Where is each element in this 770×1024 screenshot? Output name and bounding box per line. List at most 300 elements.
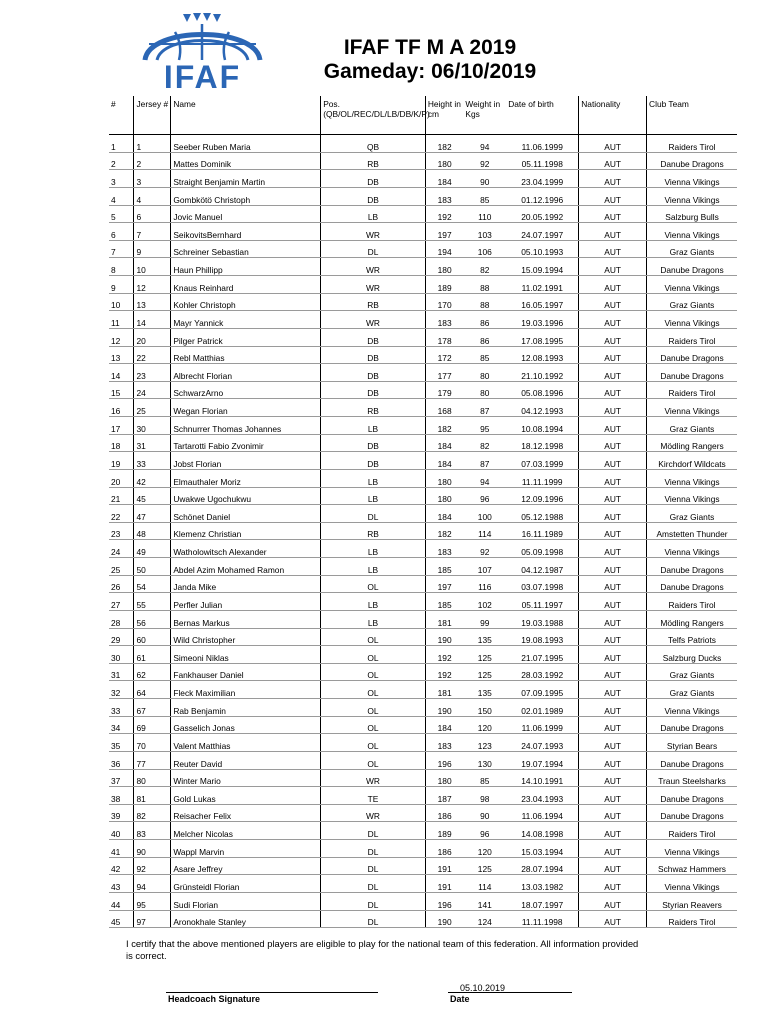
player-name: Simeoni Niklas: [171, 646, 321, 664]
height: 190: [425, 699, 463, 717]
club-team: Graz Giants: [647, 681, 737, 699]
weight: 85: [463, 187, 506, 205]
height: 190: [425, 628, 463, 646]
club-team: Vienna Vikings: [647, 276, 737, 294]
row-index: 37: [109, 769, 134, 787]
position: DB: [321, 187, 426, 205]
player-name: Haun Phillipp: [171, 258, 321, 276]
player-name: SeikovitsBernhard: [171, 223, 321, 241]
club-team: Vienna Vikings: [647, 487, 737, 505]
height: 182: [425, 417, 463, 435]
date-of-birth: 19.03.1988: [506, 610, 579, 628]
row-index: 24: [109, 540, 134, 558]
weight: 141: [463, 892, 506, 910]
weight: 87: [463, 452, 506, 470]
position: OL: [321, 663, 426, 681]
player-name: Asare Jeffrey: [171, 857, 321, 875]
row-index: 12: [109, 328, 134, 346]
table-row: [109, 469, 737, 487]
logo-text: IFAF: [163, 59, 242, 92]
row-index: 36: [109, 751, 134, 769]
position: RB: [321, 399, 426, 417]
position: OL: [321, 646, 426, 664]
row-index: 42: [109, 857, 134, 875]
club-team: Graz Giants: [647, 663, 737, 681]
nationality: AUT: [579, 135, 647, 153]
height: 192: [425, 205, 463, 223]
weight: 88: [463, 276, 506, 294]
nationality: AUT: [579, 452, 647, 470]
player-name: Schreiner Sebastian: [171, 240, 321, 258]
weight: 114: [463, 522, 506, 540]
table-row: [109, 575, 737, 593]
jersey-number: 82: [134, 804, 171, 822]
player-name: Aronokhale Stanley: [171, 910, 321, 928]
col-header-position: Pos. (QB/OL/REC/DL/LB/DB/K/P): [321, 96, 426, 135]
position: RB: [321, 152, 426, 170]
date-of-birth: 16.11.1989: [506, 522, 579, 540]
jersey-number: 80: [134, 769, 171, 787]
height: 177: [425, 364, 463, 382]
row-index: 11: [109, 311, 134, 329]
club-team: Raiders Tirol: [647, 910, 737, 928]
player-name: Rab Benjamin: [171, 699, 321, 717]
club-team: Danube Dragons: [647, 558, 737, 576]
position: LB: [321, 593, 426, 611]
club-team: Raiders Tirol: [647, 135, 737, 153]
club-team: Vienna Vikings: [647, 699, 737, 717]
nationality: AUT: [579, 822, 647, 840]
jersey-number: 62: [134, 663, 171, 681]
club-team: Danube Dragons: [647, 364, 737, 382]
jersey-number: 12: [134, 276, 171, 294]
table-row: [109, 240, 737, 258]
date-of-birth: 18.07.1997: [506, 892, 579, 910]
jersey-number: 97: [134, 910, 171, 928]
jersey-number: 2: [134, 152, 171, 170]
date-of-birth: 14.10.1991: [506, 769, 579, 787]
nationality: AUT: [579, 170, 647, 188]
position: DB: [321, 170, 426, 188]
height: 183: [425, 734, 463, 752]
position: WR: [321, 276, 426, 294]
date-of-birth: 21.07.1995: [506, 646, 579, 664]
weight: 125: [463, 663, 506, 681]
nationality: AUT: [579, 593, 647, 611]
table-row: [109, 311, 737, 329]
date-of-birth: 11.11.1998: [506, 910, 579, 928]
club-team: Vienna Vikings: [647, 170, 737, 188]
height: 172: [425, 346, 463, 364]
position: DL: [321, 505, 426, 523]
row-index: 32: [109, 681, 134, 699]
player-name: Seeber Ruben Maria: [171, 135, 321, 153]
club-team: Danube Dragons: [647, 804, 737, 822]
table-row: [109, 558, 737, 576]
player-name: Fankhauser Daniel: [171, 663, 321, 681]
club-team: Graz Giants: [647, 417, 737, 435]
jersey-number: 23: [134, 364, 171, 382]
col-header-club: Club Team: [647, 96, 737, 135]
position: TE: [321, 787, 426, 805]
height: 182: [425, 135, 463, 153]
table-row: [109, 152, 737, 170]
table-row: [109, 822, 737, 840]
player-name: Perfler Julian: [171, 593, 321, 611]
jersey-number: 10: [134, 258, 171, 276]
row-index: 30: [109, 646, 134, 664]
table-row: [109, 769, 737, 787]
player-name: Wild Christopher: [171, 628, 321, 646]
date-label: Date: [450, 994, 470, 1004]
position: DB: [321, 381, 426, 399]
col-header-weight: Weight in Kgs: [463, 96, 506, 135]
table-row: [109, 276, 737, 294]
table-row: [109, 364, 737, 382]
row-index: 17: [109, 417, 134, 435]
club-team: Raiders Tirol: [647, 328, 737, 346]
height: 179: [425, 381, 463, 399]
table-row: [109, 399, 737, 417]
nationality: AUT: [579, 346, 647, 364]
nationality: AUT: [579, 205, 647, 223]
player-name: Kohler Christoph: [171, 293, 321, 311]
table-row: [109, 681, 737, 699]
row-index: 23: [109, 522, 134, 540]
table-row: [109, 346, 737, 364]
date-of-birth: 04.12.1993: [506, 399, 579, 417]
player-name: Albrecht Florian: [171, 364, 321, 382]
height: 191: [425, 857, 463, 875]
club-team: Danube Dragons: [647, 751, 737, 769]
club-team: Graz Giants: [647, 240, 737, 258]
jersey-number: 33: [134, 452, 171, 470]
nationality: AUT: [579, 875, 647, 893]
weight: 98: [463, 787, 506, 805]
position: DL: [321, 840, 426, 858]
table-row: [109, 187, 737, 205]
row-index: 29: [109, 628, 134, 646]
table-row: [109, 223, 737, 241]
row-index: 13: [109, 346, 134, 364]
height: 182: [425, 522, 463, 540]
nationality: AUT: [579, 223, 647, 241]
position: DB: [321, 364, 426, 382]
position: LB: [321, 487, 426, 505]
club-team: Mödling Rangers: [647, 610, 737, 628]
weight: 124: [463, 910, 506, 928]
height: 178: [425, 328, 463, 346]
roster-table: [109, 96, 737, 928]
nationality: AUT: [579, 575, 647, 593]
date-of-birth: 04.12.1987: [506, 558, 579, 576]
nationality: AUT: [579, 152, 647, 170]
weight: 90: [463, 170, 506, 188]
row-index: 33: [109, 699, 134, 717]
date-of-birth: 28.03.1992: [506, 663, 579, 681]
col-header-dob: Date of birth: [506, 96, 579, 135]
row-index: 28: [109, 610, 134, 628]
player-name: Gasselich Jonas: [171, 716, 321, 734]
ifaf-logo: [135, 12, 270, 92]
position: WR: [321, 311, 426, 329]
height: 183: [425, 311, 463, 329]
table-row: [109, 417, 737, 435]
club-team: Styrian Reavers: [647, 892, 737, 910]
date-of-birth: 19.07.1994: [506, 751, 579, 769]
club-team: Graz Giants: [647, 293, 737, 311]
club-team: Raiders Tirol: [647, 381, 737, 399]
height: 187: [425, 787, 463, 805]
height: 191: [425, 875, 463, 893]
position: LB: [321, 540, 426, 558]
date-of-birth: 11.11.1999: [506, 469, 579, 487]
signature-label: Headcoach Signature: [168, 994, 261, 1004]
jersey-number: 67: [134, 699, 171, 717]
position: OL: [321, 751, 426, 769]
nationality: AUT: [579, 628, 647, 646]
jersey-number: 90: [134, 840, 171, 858]
club-team: Danube Dragons: [647, 258, 737, 276]
height: 184: [425, 170, 463, 188]
row-index: 34: [109, 716, 134, 734]
row-index: 20: [109, 469, 134, 487]
page-header: [290, 36, 570, 84]
player-name: Jobst Florian: [171, 452, 321, 470]
row-index: 4: [109, 187, 134, 205]
row-index: 1: [109, 135, 134, 153]
table-row: [109, 328, 737, 346]
row-index: 27: [109, 593, 134, 611]
club-team: Schwaz Hammers: [647, 857, 737, 875]
player-name: Knaus Reinhard: [171, 276, 321, 294]
club-team: Vienna Vikings: [647, 399, 737, 417]
jersey-number: 70: [134, 734, 171, 752]
table-row: [109, 205, 737, 223]
weight: 87: [463, 399, 506, 417]
nationality: AUT: [579, 276, 647, 294]
club-team: Danube Dragons: [647, 787, 737, 805]
gameday-title: Gameday: 06/10/2019: [323, 60, 537, 83]
row-index: 39: [109, 804, 134, 822]
row-index: 5: [109, 205, 134, 223]
weight: 110: [463, 205, 506, 223]
jersey-number: 81: [134, 787, 171, 805]
nationality: AUT: [579, 469, 647, 487]
height: 170: [425, 293, 463, 311]
row-index: 6: [109, 223, 134, 241]
position: WR: [321, 258, 426, 276]
player-name: Mayr Yannick: [171, 311, 321, 329]
player-name: Tartarotti Fabio Zvonimir: [171, 434, 321, 452]
height: 180: [425, 152, 463, 170]
player-name: Grünsteidl Florian: [171, 875, 321, 893]
club-team: Salzburg Bulls: [647, 205, 737, 223]
date-of-birth: 07.09.1995: [506, 681, 579, 699]
club-team: Vienna Vikings: [647, 540, 737, 558]
nationality: AUT: [579, 522, 647, 540]
date-of-birth: 14.08.1998: [506, 822, 579, 840]
table-row: [109, 135, 737, 153]
player-name: Winter Mario: [171, 769, 321, 787]
date-of-birth: 03.07.1998: [506, 575, 579, 593]
jersey-number: 31: [134, 434, 171, 452]
club-team: Vienna Vikings: [647, 311, 737, 329]
date-of-birth: 28.07.1994: [506, 857, 579, 875]
date-of-birth: 12.08.1993: [506, 346, 579, 364]
height: 183: [425, 187, 463, 205]
height: 192: [425, 646, 463, 664]
date-of-birth: 07.03.1999: [506, 452, 579, 470]
club-team: Danube Dragons: [647, 716, 737, 734]
row-index: 41: [109, 840, 134, 858]
nationality: AUT: [579, 240, 647, 258]
row-index: 18: [109, 434, 134, 452]
club-team: Mödling Rangers: [647, 434, 737, 452]
jersey-number: 69: [134, 716, 171, 734]
nationality: AUT: [579, 399, 647, 417]
player-name: Wappl Marvin: [171, 840, 321, 858]
row-index: 16: [109, 399, 134, 417]
jersey-number: 7: [134, 223, 171, 241]
position: RB: [321, 293, 426, 311]
nationality: AUT: [579, 787, 647, 805]
height: 190: [425, 910, 463, 928]
table-row: [109, 381, 737, 399]
height: 189: [425, 276, 463, 294]
weight: 82: [463, 434, 506, 452]
table-header-row: [109, 96, 737, 135]
date-of-birth: 19.08.1993: [506, 628, 579, 646]
jersey-number: 3: [134, 170, 171, 188]
date-of-birth: 23.04.1993: [506, 787, 579, 805]
club-team: Vienna Vikings: [647, 469, 737, 487]
nationality: AUT: [579, 540, 647, 558]
position: OL: [321, 628, 426, 646]
col-header-index: #: [109, 96, 134, 135]
jersey-number: 1: [134, 135, 171, 153]
weight: 96: [463, 487, 506, 505]
position: LB: [321, 205, 426, 223]
date-value: 05.10.2019: [460, 983, 506, 993]
date-of-birth: 21.10.1992: [506, 364, 579, 382]
height: 185: [425, 558, 463, 576]
player-name: Jovic Manuel: [171, 205, 321, 223]
date-of-birth: 05.10.1993: [506, 240, 579, 258]
table-row: [109, 892, 737, 910]
jersey-number: 9: [134, 240, 171, 258]
nationality: AUT: [579, 804, 647, 822]
player-name: Reisacher Felix: [171, 804, 321, 822]
date-of-birth: 11.06.1999: [506, 135, 579, 153]
nationality: AUT: [579, 417, 647, 435]
nationality: AUT: [579, 716, 647, 734]
position: DB: [321, 452, 426, 470]
nationality: AUT: [579, 681, 647, 699]
date-of-birth: 05.11.1997: [506, 593, 579, 611]
player-name: Gombkötö Christoph: [171, 187, 321, 205]
player-name: Janda Mike: [171, 575, 321, 593]
date-of-birth: 19.03.1996: [506, 311, 579, 329]
table-row: [109, 734, 737, 752]
position: DL: [321, 892, 426, 910]
nationality: AUT: [579, 646, 647, 664]
nationality: AUT: [579, 857, 647, 875]
col-header-jersey: Jersey #: [134, 96, 171, 135]
height: 168: [425, 399, 463, 417]
nationality: AUT: [579, 434, 647, 452]
table-row: [109, 663, 737, 681]
club-team: Amstetten Thunder: [647, 522, 737, 540]
height: 180: [425, 487, 463, 505]
height: 184: [425, 716, 463, 734]
position: OL: [321, 699, 426, 717]
height: 184: [425, 434, 463, 452]
club-team: Styrian Bears: [647, 734, 737, 752]
club-team: Kirchdorf Wildcats: [647, 452, 737, 470]
nationality: AUT: [579, 487, 647, 505]
club-team: Danube Dragons: [647, 575, 737, 593]
table-row: [109, 840, 737, 858]
weight: 123: [463, 734, 506, 752]
player-name: Fleck Maximilian: [171, 681, 321, 699]
jersey-number: 22: [134, 346, 171, 364]
position: QB: [321, 135, 426, 153]
height: 197: [425, 575, 463, 593]
weight: 100: [463, 505, 506, 523]
weight: 95: [463, 417, 506, 435]
weight: 120: [463, 716, 506, 734]
jersey-number: 24: [134, 381, 171, 399]
height: 194: [425, 240, 463, 258]
date-of-birth: 11.06.1999: [506, 716, 579, 734]
jersey-number: 61: [134, 646, 171, 664]
row-index: 7: [109, 240, 134, 258]
date-of-birth: 18.12.1998: [506, 434, 579, 452]
date-of-birth: 15.09.1994: [506, 258, 579, 276]
height: 180: [425, 258, 463, 276]
position: DL: [321, 822, 426, 840]
row-index: 38: [109, 787, 134, 805]
nationality: AUT: [579, 258, 647, 276]
date-of-birth: 17.08.1995: [506, 328, 579, 346]
table-row: [109, 522, 737, 540]
table-row: [109, 699, 737, 717]
jersey-number: 60: [134, 628, 171, 646]
row-index: 21: [109, 487, 134, 505]
nationality: AUT: [579, 892, 647, 910]
table-row: [109, 434, 737, 452]
row-index: 10: [109, 293, 134, 311]
jersey-number: 47: [134, 505, 171, 523]
height: 189: [425, 822, 463, 840]
nationality: AUT: [579, 751, 647, 769]
table-row: [109, 804, 737, 822]
player-name: Uwakwe Ugochukwu: [171, 487, 321, 505]
club-team: Vienna Vikings: [647, 840, 737, 858]
position: LB: [321, 417, 426, 435]
nationality: AUT: [579, 328, 647, 346]
row-index: 40: [109, 822, 134, 840]
date-of-birth: 02.01.1989: [506, 699, 579, 717]
weight: 85: [463, 346, 506, 364]
nationality: AUT: [579, 381, 647, 399]
weight: 96: [463, 822, 506, 840]
col-header-height: Height in cm: [425, 96, 463, 135]
date-of-birth: 10.08.1994: [506, 417, 579, 435]
club-team: Raiders Tirol: [647, 822, 737, 840]
weight: 114: [463, 875, 506, 893]
